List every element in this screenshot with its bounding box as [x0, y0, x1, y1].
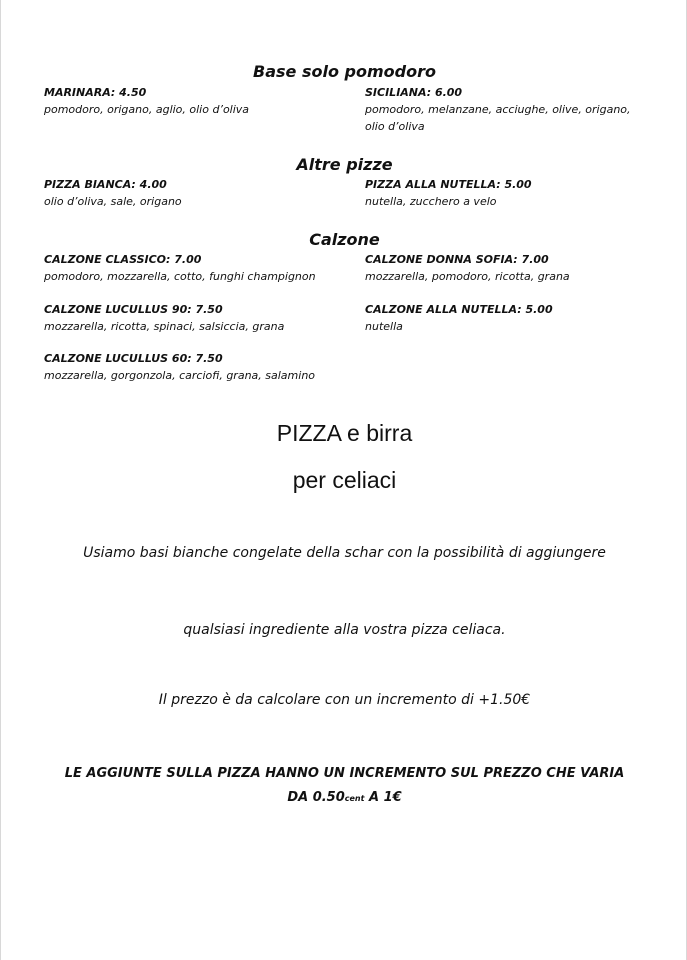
- notice-end: A 1€: [364, 790, 402, 805]
- item-name: CALZONE LUCULLUS 60: 7.50: [44, 352, 223, 365]
- menu-item-calzone-donna-sofia: [365, 251, 650, 285]
- celiac-heading-line1: PIZZA e birra: [276, 420, 413, 446]
- menu-item-pizza-nutella: [365, 176, 650, 210]
- notice-line1: LE AGGIUNTE SULLA PIZZA HANNO UN INCREMENTO SUL PREZZO CHE VARIA: [64, 766, 625, 781]
- item-desc: pomodoro, origano, aglio, olio d’oliva: [44, 103, 250, 116]
- menu-item-calzone-classico: [44, 251, 344, 285]
- item-desc: nutella: [365, 320, 403, 333]
- section-title-altre-pizze: Altre pizze: [296, 155, 393, 174]
- celiac-paragraph-2: qualsiasi ingrediente alla vostra pizza celiaca.: [183, 622, 506, 638]
- notice-cent: cent: [344, 794, 365, 803]
- item-desc: nutella, zucchero a velo: [365, 195, 497, 208]
- item-name: CALZONE DONNA SOFIA: 7.00: [365, 253, 549, 266]
- celiac-heading-line2: per celiaci: [292, 467, 397, 493]
- item-name: PIZZA ALLA NUTELLA: 5.00: [365, 178, 532, 191]
- menu-item-calzone-lucullus-60: [44, 350, 344, 384]
- section-title-calzone: Calzone: [309, 230, 380, 249]
- item-name: SICILIANA: 6.00: [365, 86, 463, 99]
- item-desc: mozzarella, pomodoro, ricotta, grana: [365, 270, 570, 283]
- item-name: CALZONE LUCULLUS 90: 7.50: [44, 303, 223, 316]
- section-title-base-pomodoro: Base solo pomodoro: [253, 62, 436, 81]
- item-desc: mozzarella, ricotta, spinaci, salsiccia, grana: [44, 320, 285, 333]
- item-desc: olio d’oliva, sale, origano: [44, 195, 182, 208]
- item-name: CALZONE CLASSICO: 7.00: [44, 253, 202, 266]
- item-desc: mozzarella, gorgonzola, carciofi, grana, salamino: [44, 369, 316, 382]
- menu-item-siciliana: [365, 84, 650, 135]
- item-name: CALZONE ALLA NUTELLA: 5.00: [365, 303, 553, 316]
- item-desc: pomodoro, melanzane, acciughe, olive, origano, olio d’oliva: [365, 103, 631, 133]
- notice-da: DA 0.50: [287, 790, 345, 805]
- menu-item-marinara: [44, 84, 344, 118]
- item-name: PIZZA BIANCA: 4.00: [44, 178, 167, 191]
- celiac-paragraph-1: Usiamo basi bianche congelate della schar con la possibilità di aggiungere: [83, 545, 606, 561]
- additions-notice: [41, 762, 648, 811]
- menu-item-calzone-lucullus-90: [44, 301, 344, 335]
- item-desc: pomodoro, mozzarella, cotto, funghi champignon: [44, 270, 316, 283]
- item-name: MARINARA: 4.50: [44, 86, 147, 99]
- celiac-price-note: Il prezzo è da calcolare con un incremento di +1.50€: [158, 692, 531, 708]
- menu-item-pizza-bianca: [44, 176, 344, 210]
- menu-item-calzone-nutella: [365, 301, 650, 335]
